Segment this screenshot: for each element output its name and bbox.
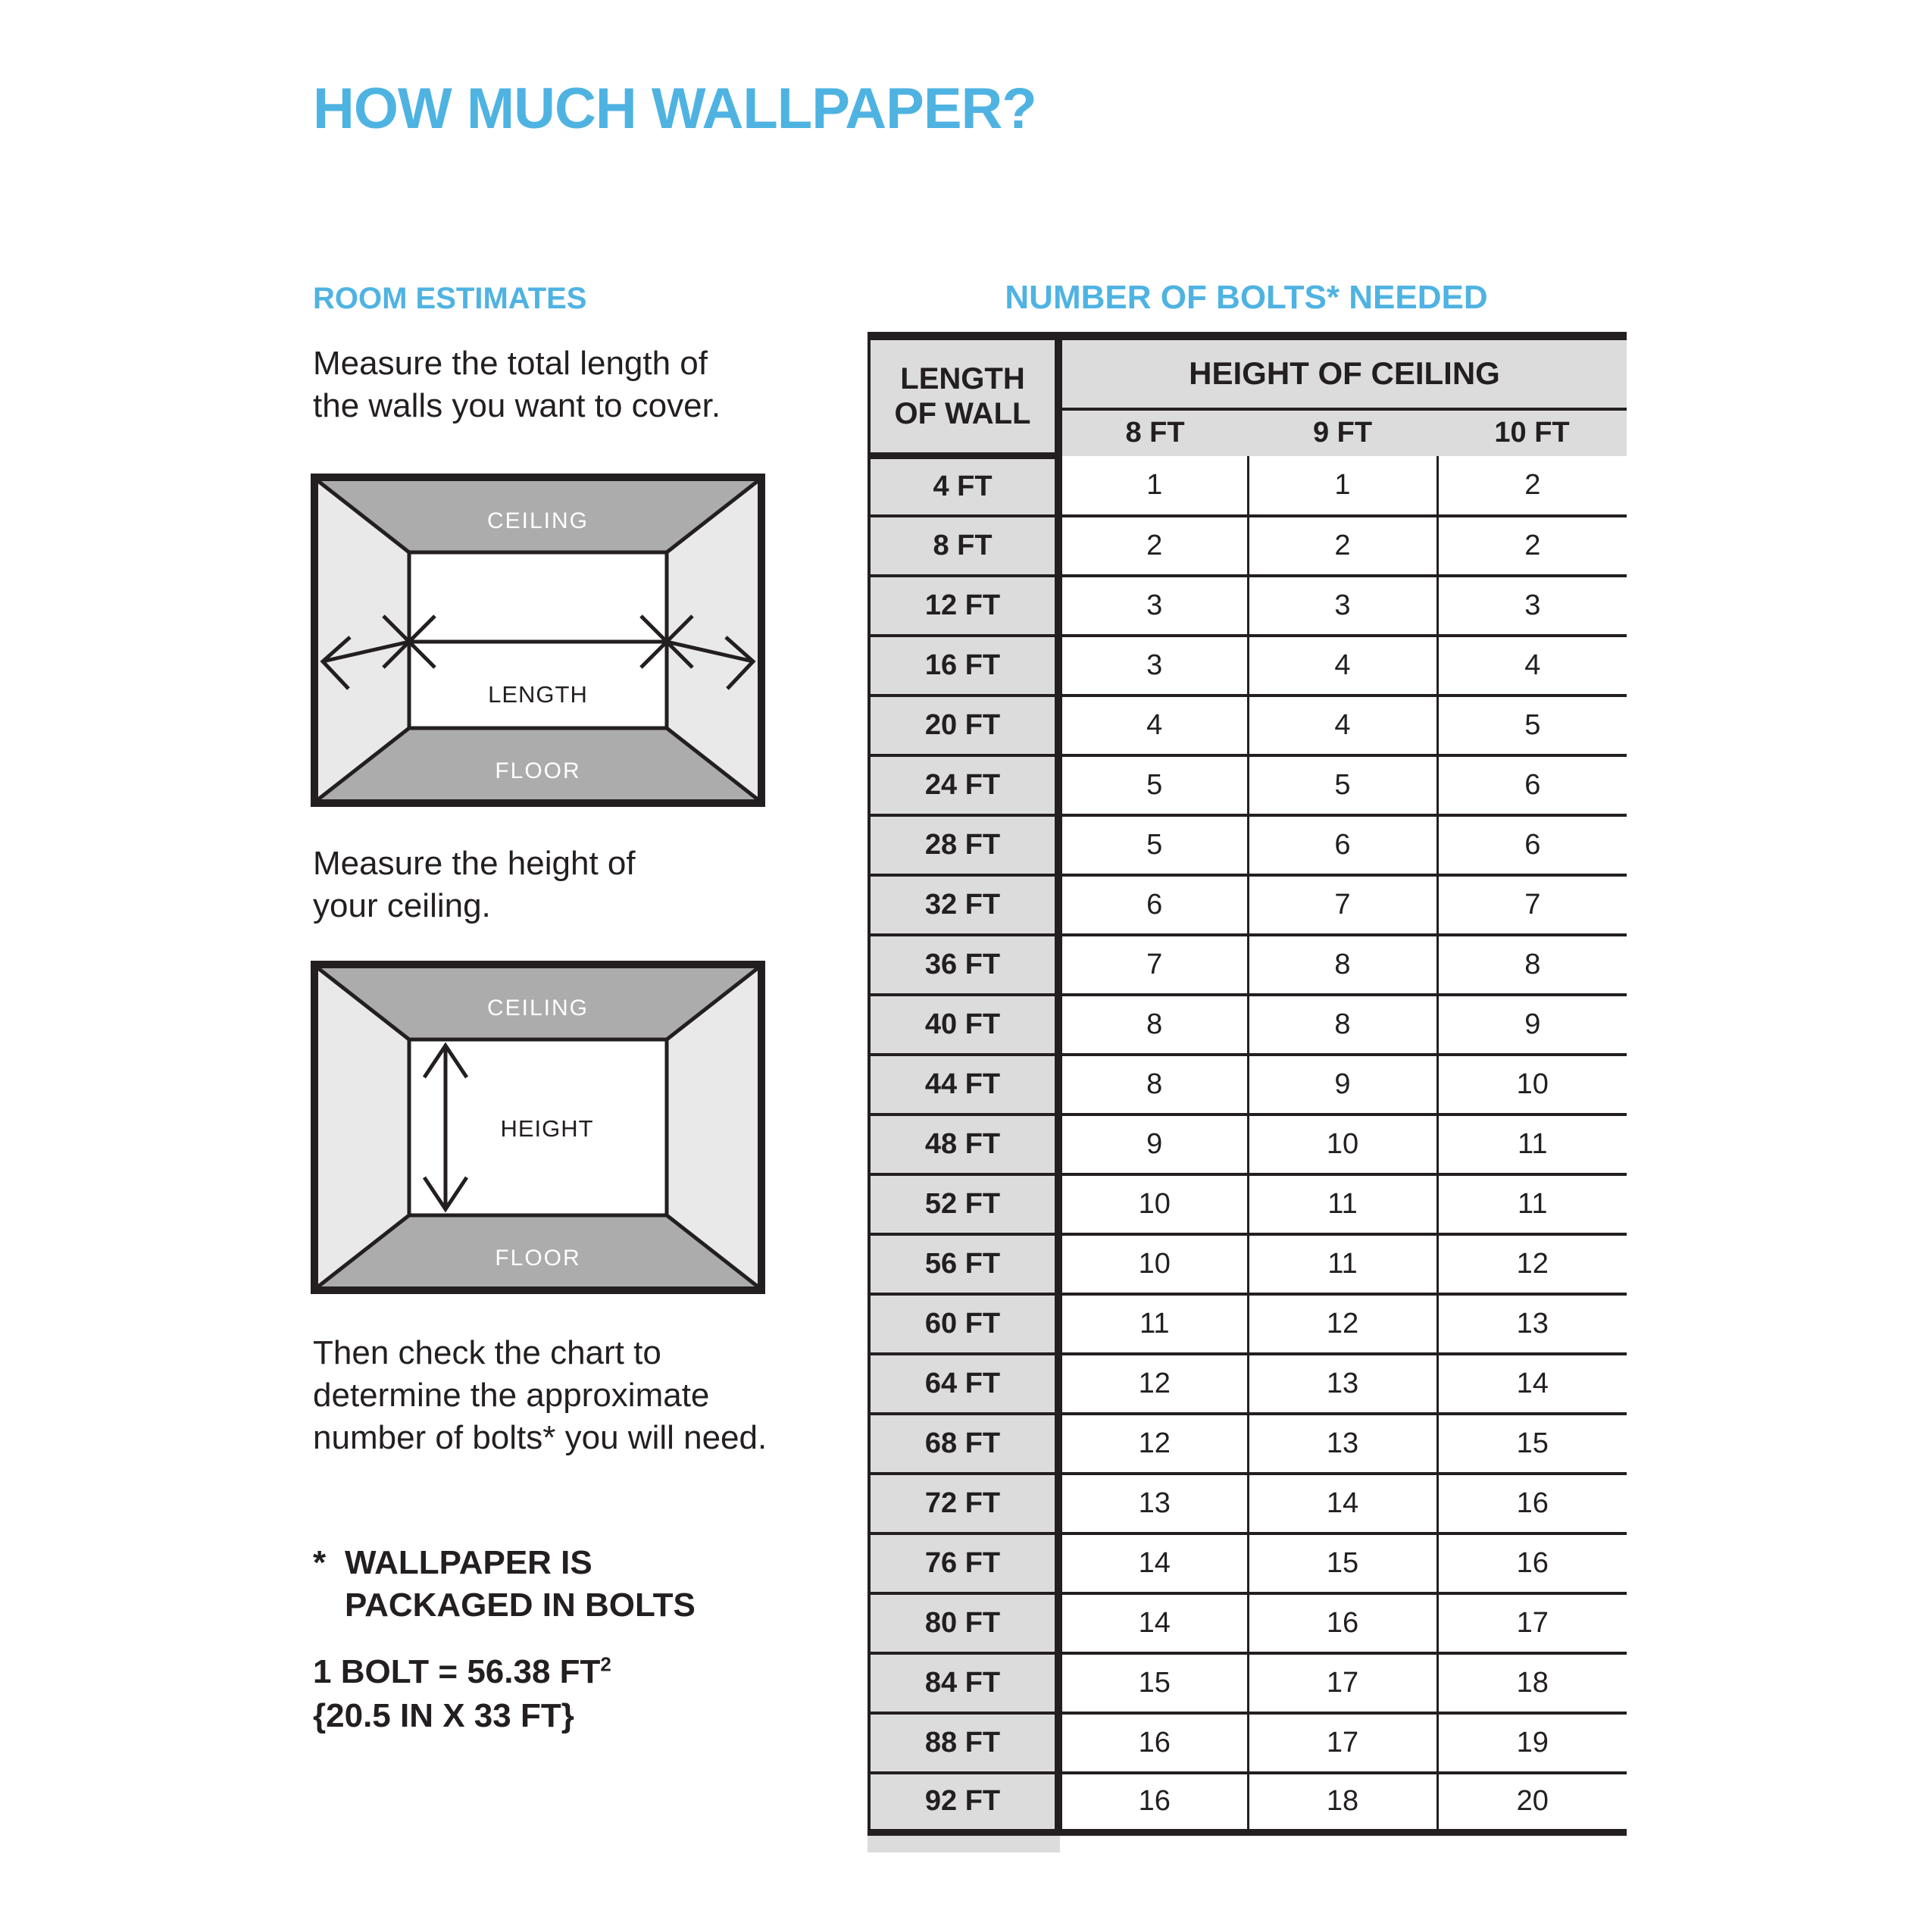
table-row xyxy=(869,1773,1627,1833)
room-height-diagram-svg xyxy=(311,961,765,1294)
row-label: 68 FT xyxy=(869,1414,1058,1474)
bolt-count-cell: 9 xyxy=(1248,1055,1437,1114)
bolt-count-cell: 18 xyxy=(1437,1653,1627,1713)
row-label: 60 FT xyxy=(869,1294,1058,1354)
paragraph-line: Measure the height of xyxy=(313,845,636,882)
bolt-count-cell: 4 xyxy=(1248,696,1437,755)
table-row xyxy=(869,456,1627,516)
bolt-count-cell: 2 xyxy=(1058,516,1248,576)
bolt-count-cell: 12 xyxy=(1058,1354,1248,1414)
bolts-table xyxy=(868,332,1627,1836)
bolt-count-cell: 6 xyxy=(1248,815,1437,875)
paragraph-line: Measure the total length of xyxy=(313,345,708,382)
bolt-count-cell: 13 xyxy=(1248,1414,1437,1474)
row-label: 80 FT xyxy=(869,1593,1058,1653)
bolt-count-cell: 4 xyxy=(1437,636,1627,696)
length-label: LENGTH xyxy=(488,681,588,708)
squared-superscript: 2 xyxy=(600,1652,611,1676)
bolt-count-cell: 16 xyxy=(1058,1713,1248,1773)
bolt-count-cell: 5 xyxy=(1058,755,1248,815)
table-row xyxy=(869,576,1627,636)
floor-label: FLOOR xyxy=(495,1246,581,1271)
row-label: 44 FT xyxy=(869,1055,1058,1114)
bolt-count-cell: 16 xyxy=(1138,1785,1171,1818)
bolt-count-cell: 7 xyxy=(1058,935,1248,995)
bolt-count-cell: 5 xyxy=(1437,696,1627,755)
bolt-count-cell: 8 xyxy=(1058,1055,1248,1114)
table-bottom-strip xyxy=(868,1836,1060,1852)
bolt-count-cell: 13 xyxy=(1058,1474,1248,1533)
bolt-count-cell: 11 xyxy=(1437,1114,1627,1174)
paragraph-line: number of bolts* you will need. xyxy=(313,1419,767,1456)
table-row xyxy=(869,516,1627,576)
bolts-needed-heading: NUMBER OF BOLTS* NEEDED xyxy=(1005,279,1488,316)
bolt-count-cell: 17 xyxy=(1248,1713,1437,1773)
bolt-count-cell: 11 xyxy=(1248,1234,1437,1294)
table-row xyxy=(869,1593,1627,1653)
bolt-count-cell: 10 xyxy=(1437,1055,1627,1114)
table-row xyxy=(869,636,1627,696)
bolt-count-cell: 10 xyxy=(1248,1114,1437,1174)
bolt-count-cell: 15 xyxy=(1058,1653,1248,1713)
note-line: WALLPAPER IS xyxy=(345,1544,592,1581)
bolt-count-cell: 3 xyxy=(1248,576,1437,636)
bolt-count-cell: 15 xyxy=(1437,1414,1627,1474)
bolt-count-cell: 2 xyxy=(1437,516,1627,576)
page-title: HOW MUCH WALLPAPER? xyxy=(313,77,1036,141)
bolts-table-body xyxy=(869,456,1627,1833)
row-label: 24 FT xyxy=(869,755,1058,815)
column-header-8ft: 8 FT xyxy=(1058,409,1248,456)
row-label: 64 FT xyxy=(869,1354,1058,1414)
bolt-count-cell: 8 xyxy=(1437,935,1627,995)
bolt-count-cell: 17 xyxy=(1437,1593,1627,1653)
bolt-count-cell: 2 xyxy=(1437,456,1627,516)
row-label: 48 FT xyxy=(869,1114,1058,1174)
bolt-count-cell: 10 xyxy=(1058,1234,1248,1294)
row-label: 40 FT xyxy=(869,995,1058,1055)
row-label: 52 FT xyxy=(869,1174,1058,1234)
bolt-count-cell: 11 xyxy=(1058,1294,1248,1354)
bolt-count-cell: 6 xyxy=(1058,875,1248,935)
bolt-count-cell: 11 xyxy=(1437,1174,1627,1234)
table-row xyxy=(869,995,1627,1055)
bolt-count-cell: 14 xyxy=(1248,1474,1437,1533)
bolt-count-cell: 18 xyxy=(1248,1773,1437,1833)
bolt-count-cell: 6 xyxy=(1437,815,1627,875)
ceiling-label: CEILING xyxy=(486,996,589,1021)
bolt-size-info xyxy=(313,1650,611,1738)
table-row xyxy=(869,1055,1627,1114)
bolt-count-cell: 5 xyxy=(1248,755,1437,815)
bolt-count-cell: 20 xyxy=(1437,1773,1627,1833)
bolt-count-cell: 15 xyxy=(1248,1533,1437,1593)
note-line: PACKAGED IN BOLTS xyxy=(345,1587,696,1624)
row-label: 4 FT xyxy=(869,456,1058,516)
bolt-count-cell: 12 xyxy=(1437,1234,1627,1294)
table-row xyxy=(869,1234,1627,1294)
bolts-table-container xyxy=(868,332,1625,1852)
wallpaper-bolts-note xyxy=(313,1542,696,1627)
paragraph-line: the walls you want to cover. xyxy=(313,387,721,424)
row-label: 84 FT xyxy=(869,1653,1058,1713)
bolt-count-cell: 3 xyxy=(1437,576,1627,636)
bolt-count-cell: 8 xyxy=(1248,995,1437,1055)
ceiling-label: CEILING xyxy=(486,508,589,533)
row-label: 20 FT xyxy=(869,696,1058,755)
paragraph-line: determine the approximate xyxy=(313,1377,710,1414)
column-header-9ft: 9 FT xyxy=(1248,409,1437,456)
bolt-count-cell: 17 xyxy=(1248,1653,1437,1713)
bolt-count-cell: 14 xyxy=(1058,1593,1248,1653)
bolt-count-cell: 16 xyxy=(1437,1533,1627,1593)
bolt-count-cell: 13 xyxy=(1437,1294,1627,1354)
bolt-count-cell: 19 xyxy=(1437,1713,1627,1773)
bolt-dimensions: {20.5 IN X 33 FT} xyxy=(313,1697,574,1734)
height-label: HEIGHT xyxy=(500,1115,594,1142)
bolt-count-cell: 3 xyxy=(1058,636,1248,696)
asterisk: * xyxy=(313,1544,327,1581)
bolt-count-cell: 4 xyxy=(1058,696,1248,755)
height-of-ceiling-header: HEIGHT OF CEILING xyxy=(1058,336,1627,409)
row-label: 36 FT xyxy=(869,935,1058,995)
bolt-count-cell: 1 xyxy=(1248,456,1437,516)
bolt-count-cell: 9 xyxy=(1058,1114,1248,1174)
measure-length-paragraph xyxy=(313,342,721,427)
table-row xyxy=(869,1114,1627,1174)
bolt-formula: 1 BOLT = 56.38 FT xyxy=(313,1653,601,1690)
table-row xyxy=(869,1713,1627,1773)
bolt-count-cell: 1 xyxy=(1058,456,1248,516)
table-row xyxy=(869,1474,1627,1533)
table-row xyxy=(869,1414,1627,1474)
bolt-count-cell: 14 xyxy=(1058,1533,1248,1593)
table-row xyxy=(869,1174,1627,1234)
column-header-10ft: 10 FT xyxy=(1437,409,1627,456)
table-row xyxy=(869,755,1627,815)
paragraph-line: your ceiling. xyxy=(313,887,491,924)
bolt-count-cell: 10 xyxy=(1058,1174,1248,1234)
bolt-count-cell: 6 xyxy=(1437,755,1627,815)
room-length-diagram-svg xyxy=(311,474,765,807)
row-label: 76 FT xyxy=(869,1533,1058,1593)
row-label: 32 FT xyxy=(869,875,1058,935)
paragraph-line: Then check the chart to xyxy=(313,1334,661,1371)
room-length-diagram xyxy=(311,474,765,807)
bolt-count-cell: 2 xyxy=(1248,516,1437,576)
row-label: 8 FT xyxy=(869,516,1058,576)
bolt-count-cell: 4 xyxy=(1248,636,1437,696)
bolt-count-cell: 14 xyxy=(1437,1354,1627,1414)
table-row xyxy=(869,815,1627,875)
check-chart-paragraph xyxy=(313,1332,767,1459)
bolt-count-cell: 8 xyxy=(1248,935,1437,995)
row-label: 12 FT xyxy=(869,576,1058,636)
bolt-count-cell: 8 xyxy=(1058,995,1248,1055)
table-row xyxy=(869,1354,1627,1414)
row-label: 92 FT xyxy=(869,1773,1058,1833)
bolt-count-cell: 3 xyxy=(1058,576,1248,636)
table-row xyxy=(869,1653,1627,1713)
row-label: 72 FT xyxy=(869,1474,1058,1533)
bolt-count-cell: 16 xyxy=(1437,1474,1627,1533)
room-estimates-heading: ROOM ESTIMATES xyxy=(313,282,587,315)
table-row xyxy=(869,696,1627,755)
bolt-count-cell: 13 xyxy=(1248,1354,1437,1414)
bolt-count-cell: 9 xyxy=(1437,995,1627,1055)
room-height-diagram xyxy=(311,961,765,1294)
row-label: 56 FT xyxy=(869,1234,1058,1294)
bolt-count-cell: 7 xyxy=(1248,875,1437,935)
bolt-count-cell: 5 xyxy=(1058,815,1248,875)
header-line: LENGTH xyxy=(900,362,1025,395)
bolt-count-cell: 12 xyxy=(1248,1294,1437,1354)
header-line: OF WALL xyxy=(894,397,1031,430)
row-label: 88 FT xyxy=(869,1713,1058,1773)
bolt-count-cell: 7 xyxy=(1437,875,1627,935)
row-label: 16 FT xyxy=(869,636,1058,696)
row-label: 28 FT xyxy=(869,815,1058,875)
table-header-row xyxy=(869,336,1627,409)
floor-label: FLOOR xyxy=(495,758,581,783)
bolt-count-cell: 16 xyxy=(1248,1593,1437,1653)
table-row xyxy=(869,875,1627,935)
table-row xyxy=(869,1533,1627,1593)
table-row xyxy=(869,1294,1627,1354)
table-row xyxy=(869,935,1627,995)
bolt-count-cell: 12 xyxy=(1058,1414,1248,1474)
bolt-count-cell: 11 xyxy=(1248,1174,1437,1234)
measure-height-paragraph xyxy=(313,843,636,927)
length-of-wall-header xyxy=(869,336,1058,456)
